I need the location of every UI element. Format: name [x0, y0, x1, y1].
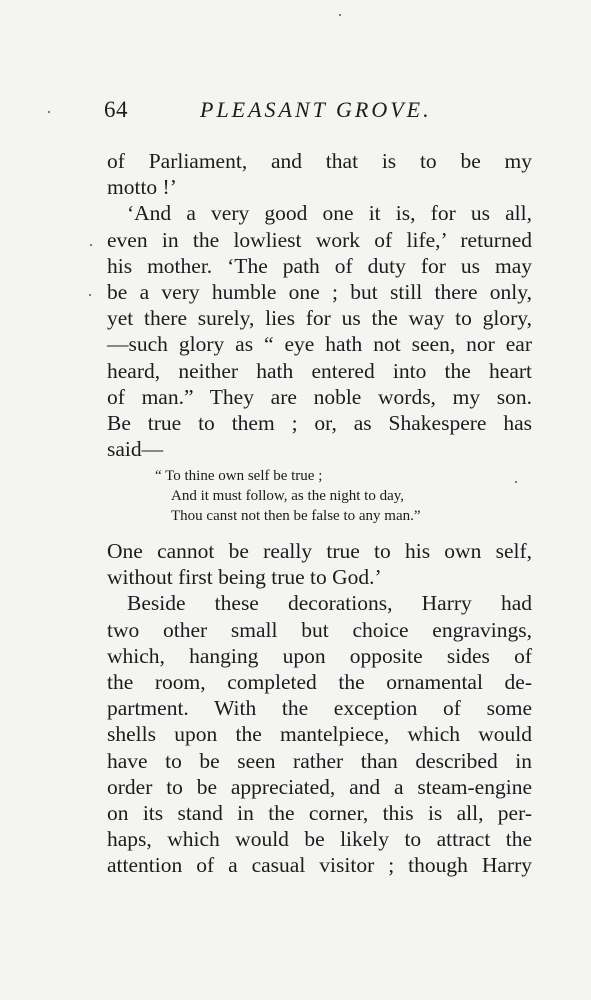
- text-line: the room, completed the ornamental de-: [107, 669, 532, 694]
- paper-speck: [339, 14, 341, 16]
- text-line: ‘And a very good one it is, for us all,: [127, 201, 532, 226]
- text-line: two other small but choice engravings,: [107, 617, 532, 642]
- text-line: have to be seen rather than described in: [107, 748, 532, 773]
- text-line: —such glory as “ eye hath not seen, nor ear: [107, 332, 532, 357]
- text-line: without first being true to God.’: [107, 565, 382, 590]
- text-block-2: [107, 538, 532, 878]
- quote-line: Thou canst not then be false to any man.”: [171, 508, 421, 524]
- text-line: order to be appreciated, and a steam-engine: [107, 774, 532, 799]
- text-line: of man.” They are noble words, my son.: [107, 384, 532, 409]
- page-header: [104, 97, 444, 127]
- quote-line: “ To thine own self be true ;: [155, 468, 323, 484]
- text-line: of Parliament, and that is to be my: [107, 149, 532, 173]
- text-line: heard, neither hath entered into the heart: [107, 358, 532, 383]
- paper-speck: [90, 244, 92, 246]
- page-number: 64: [104, 97, 128, 122]
- text-line: on its stand in the corner, this is all, per-: [107, 800, 532, 825]
- text-line: even in the lowliest work of life,’ returned: [107, 227, 532, 252]
- text-line: said—: [107, 437, 164, 462]
- paper-speck: [89, 294, 91, 296]
- quote-line: And it must follow, as the night to day,: [171, 488, 405, 504]
- paper-speck: [48, 111, 50, 113]
- text-line: Be true to them ; or, as Shakespere has: [107, 410, 532, 435]
- text-line: shells upon the mantelpiece, which would: [107, 722, 532, 747]
- verse-quotation: [155, 466, 495, 526]
- text-line: partment. With the exception of some: [107, 696, 532, 721]
- text-line: motto !’: [107, 175, 177, 200]
- text-line: his mother. ‘The path of duty for us may: [107, 253, 532, 278]
- paper-speck: [515, 481, 517, 483]
- text-line: attention of a casual visitor ; though Harry: [107, 853, 532, 878]
- text-line: be a very humble one ; but still there only,: [107, 279, 532, 304]
- running-title: PLEASANT GROVE.: [200, 97, 432, 122]
- text-line: yet there surely, lies for us the way to glory,: [107, 306, 532, 331]
- text-line: Beside these decorations, Harry had: [127, 591, 532, 616]
- text-block-1: [107, 148, 532, 462]
- text-line: One cannot be really true to his own self,: [107, 539, 532, 563]
- text-line: haps, which would be likely to attract the: [107, 827, 532, 852]
- text-line: which, hanging upon opposite sides of: [107, 643, 532, 668]
